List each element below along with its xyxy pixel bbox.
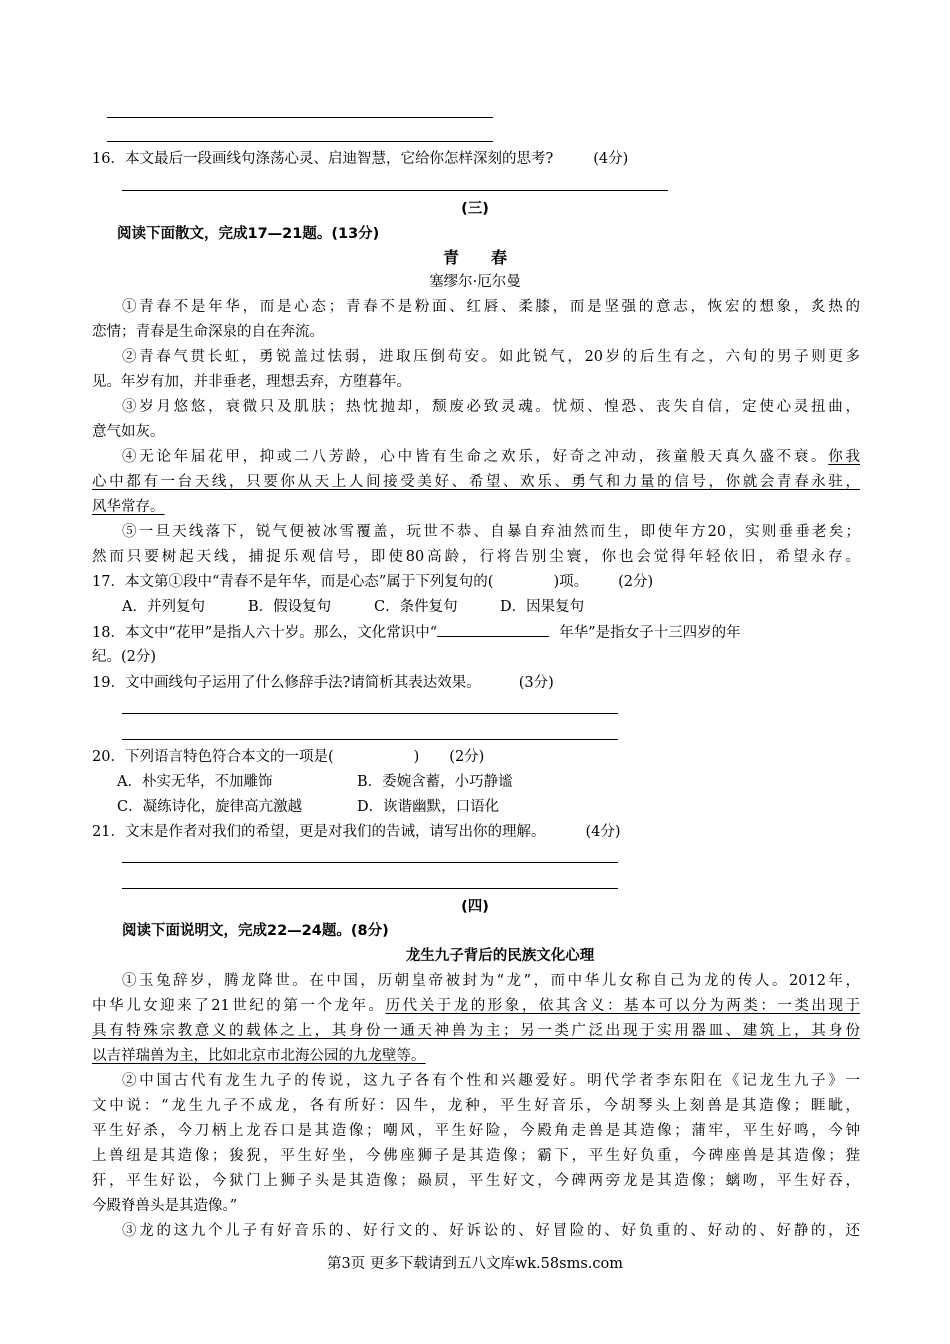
- question-19: 19．文中画线句子运用了什么修辞手法?请简析其表达效果。 (3分): [92, 675, 554, 691]
- paragraph-4-underlined-line: 风华常存。: [92, 499, 165, 515]
- answer-line: [122, 190, 668, 191]
- paragraph-2-line: 今殿脊兽头是其造像。”: [92, 1198, 238, 1214]
- question-17: 17．本文第①段中“青春不是年华，而是心态”属于下列复句的( )项。 (2分): [92, 574, 654, 590]
- paragraph-1-line: ①玉兔辞岁，腾龙降世。在中国，历朝皇帝被封为“龙”，而中华儿女称自己为龙的传人。2012年，: [122, 973, 860, 989]
- answer-line: [122, 739, 618, 740]
- paragraph-2-line: 平生好杀，今刀柄上龙吞口是其造像；嘲风，平生好险，今殿角走兽是其造像；蒲牢，平生好鸣，今钟: [92, 1123, 860, 1139]
- question-16: 16．本文最后一段画线句涤荡心灵、启迪智慧，它给你怎样深刻的思考? (4分): [92, 151, 629, 167]
- question-20: 20．下列语言特色符合本文的一项是( ) (2分): [92, 749, 485, 765]
- question-18: 18．本文中“花甲”是指人六十岁。那么，文化常识中“ 年华”是指女子十三四岁的年: [92, 622, 741, 643]
- paragraph-5-line: ⑤一旦天线落下，锐气便被冰雪覆盖，玩世不恭、自暴自弃油然而生，即使年方20，实则垂垂老矣；: [122, 524, 860, 540]
- option-b: B．假设复句: [248, 599, 332, 615]
- option-a: A．朴实无华，不加雕饰: [117, 774, 273, 790]
- option-a: A．并列复句: [122, 599, 205, 615]
- paragraph-3-line: 意气如灰。: [92, 424, 165, 440]
- section-heading: (三): [461, 201, 489, 217]
- paragraph-5-line: 然而只要树起天线，捕捉乐观信号，即使80高龄，行将告别尘寰，你也会觉得年轻依旧，希望永存。: [92, 549, 860, 565]
- paragraph-2-line: 上兽纽是其造像；狻猊，平生好坐，今佛座狮子是其造像；霸下，平生好负重，今碑座兽是其造像；狴: [92, 1148, 860, 1164]
- answer-line: [107, 141, 493, 142]
- paragraph-1-line: 恋情；青春是生命深泉的自在奔流。: [92, 324, 324, 340]
- paragraph-2-line: 犴，平生好讼，今狱门上狮子头是其造像；赑屃，平生好文，今碑两旁龙是其造像；螭吻，平生好吞，: [92, 1173, 860, 1189]
- paragraph-1-line: ①青春不是年华，而是心态；青春不是粉面、红唇、柔膝，而是坚强的意志，恢宏的想象，炙热的: [122, 299, 860, 315]
- paragraph-3-line: ③岁月悠悠，衰微只及肌肤；热忱抛却，颓废必致灵魂。忧烦、惶恐、丧失自信，定使心灵扭曲，: [122, 399, 860, 415]
- paragraph-2-line: ②青春气贯长虹，勇锐盖过怯弱，进取压倒苟安。如此锐气，20岁的后生有之，六旬的男子则更多: [122, 349, 860, 365]
- option-b: B．委婉含蓄，小巧静谧: [357, 774, 513, 790]
- paragraph-4-underlined-line: 心中都有一台天线，只要你从天上人间接受美好、希望、欢乐、勇气和力量的信号，你就会青春永驻，: [92, 474, 860, 490]
- answer-line: [122, 862, 618, 863]
- question-18-line2: 纪。(2分): [92, 649, 157, 665]
- paragraph-1-underlined-line: 以吉祥瑞兽为主，比如北京市北海公园的九龙壁等。: [92, 1048, 426, 1064]
- fill-blank[interactable]: [437, 622, 549, 637]
- question-21: 21．文末是作者对我们的希望，更是对我们的告诫，请写出你的理解。 (4分): [92, 824, 621, 840]
- paragraph-4-line: ④无论年届花甲，抑或二八芳龄，心中皆有生命之欢乐，好奇之冲动，孩童般天真久盛不衰。你我: [122, 449, 861, 465]
- section-instruction: 阅读下面散文，完成17—21题。(13分): [117, 226, 380, 242]
- section-heading: (四): [461, 899, 489, 915]
- article-title: 青 春: [442, 248, 507, 267]
- paragraph-1-line: 中华儿女迎来了21世纪的第一个龙年。历代关于龙的形象，依其含义：基本可以分为两类：一类出现于: [92, 998, 860, 1014]
- paragraph-2-line: 见。年岁有加，并非垂老，理想丢弃，方堕暮年。: [92, 374, 411, 390]
- option-c: C．条件复句: [374, 599, 458, 615]
- option-d: D．诙谐幽默，口语化: [357, 799, 500, 815]
- page-footer: 第3页 更多下载请到五八文库wk.58sms.com: [327, 1256, 623, 1272]
- paragraph-2-line: 文中说：“龙生九子不成龙，各有所好：囚牛，龙种，平生好音乐，今胡琴头上刻兽是其造像；睚眦，: [92, 1098, 860, 1114]
- answer-line: [122, 888, 618, 889]
- paragraph-2-line: ②中国古代有龙生九子的传说，这九子各有个性和兴趣爱好。明代学者李东阳在《记龙生九子》一: [122, 1073, 860, 1089]
- article-title: 龙生九子背后的民族文化心理: [405, 948, 595, 964]
- answer-line: [122, 713, 618, 714]
- paragraph-3-line: ③龙的这九个儿子有好音乐的、好行文的、好诉讼的、好冒险的、好负重的、好动的、好静的，还: [122, 1223, 860, 1239]
- option-c: C．凝练诗化，旋律高亢激越: [117, 799, 303, 815]
- answer-line: [107, 117, 493, 118]
- paragraph-1-underlined-line: 具有特殊宗教意义的载体之上，其身份一通天神兽为主；另一类广泛出现于实用器皿、建筑上，其身份: [92, 1023, 860, 1039]
- option-d: D．因果复句: [500, 599, 585, 615]
- article-author: 塞缪尔·厄尔曼: [429, 274, 521, 290]
- section-instruction: 阅读下面说明文，完成22—24题。(8分): [122, 923, 389, 939]
